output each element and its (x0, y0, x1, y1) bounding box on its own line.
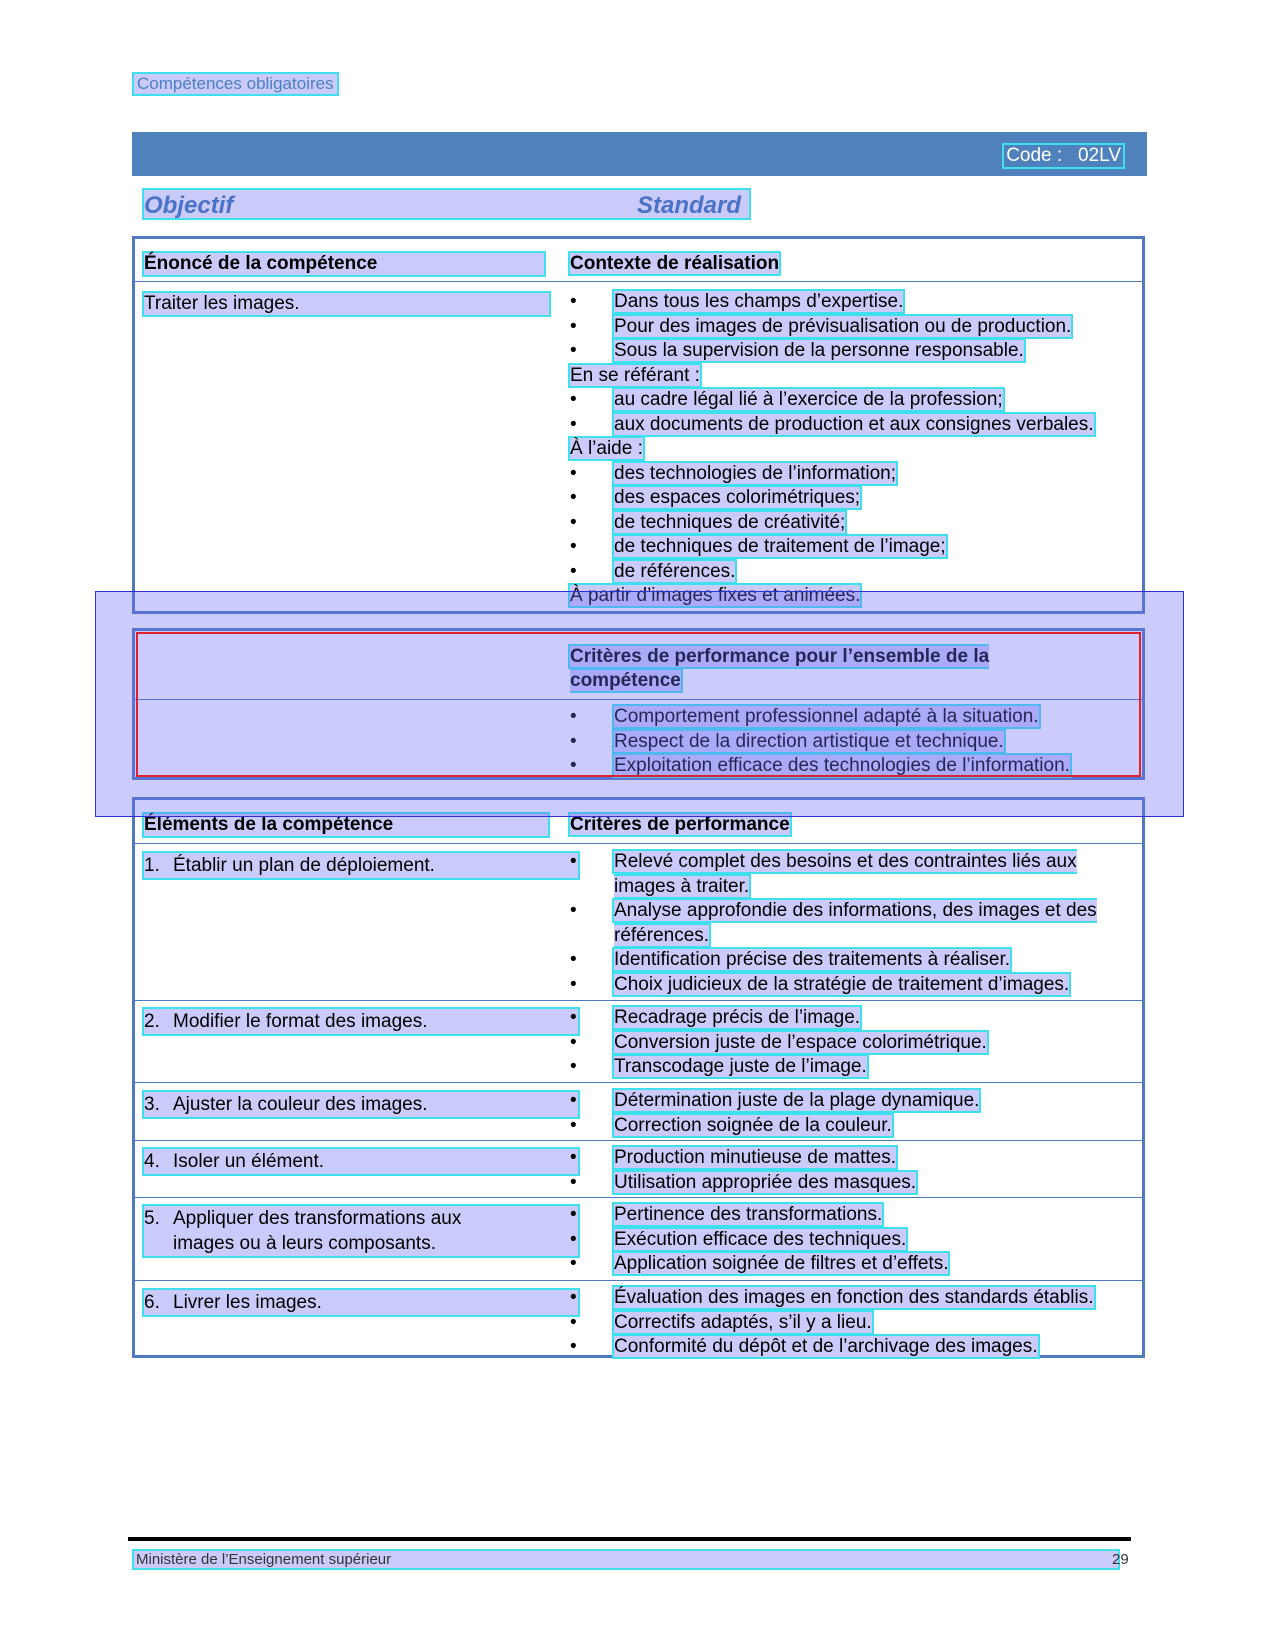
aid-intro-text: À l’aide : (570, 438, 643, 459)
list-item-text: Exécution efficace des techniques. (614, 1228, 907, 1250)
list-item (570, 973, 1142, 998)
overall-criteria-title: Critères de performance pour l’ensemble de la compétence (570, 646, 990, 691)
competency-statement: Traiter les images. (144, 293, 549, 315)
element-text: images ou à leurs composants. (173, 1233, 436, 1254)
list-item-text: Conversion juste de l’espace colorimétrique. (614, 1031, 987, 1053)
list-item-text: Application soignée de filtres et d’effets. (614, 1253, 949, 1274)
list-item (570, 339, 1142, 364)
footer-ministry: Ministère de l’Enseignement supérieur (134, 1551, 1118, 1568)
divider (135, 1280, 1142, 1281)
overall-criteria-list (570, 705, 1142, 779)
list-item (570, 388, 1142, 413)
list-item (570, 1089, 1142, 1114)
criteria-list-1 (570, 850, 1142, 997)
list-item (570, 560, 1142, 585)
element-number: 6. (144, 1292, 160, 1313)
standard-heading: Standard (637, 192, 742, 219)
element-text: Ajuster la couleur des images. (173, 1094, 428, 1115)
list-item (570, 413, 1142, 438)
list-item (570, 462, 1142, 487)
element-text: Établir un plan de déploiement. (173, 855, 435, 876)
element-text: Isoler un élément. (173, 1151, 325, 1172)
list-item (570, 705, 1142, 730)
divider (135, 1082, 1142, 1083)
list-item (570, 486, 1142, 511)
list-item (570, 730, 1142, 755)
list-item (570, 1252, 1142, 1277)
element-number: 3. (144, 1094, 160, 1115)
criteria-list-6 (570, 1286, 1142, 1360)
element-number: 4. (144, 1151, 160, 1172)
code-label (1004, 145, 1123, 167)
element-text: Livrer les images. (173, 1292, 322, 1313)
list-item (570, 1171, 1142, 1196)
list-item (570, 1335, 1142, 1360)
list-item (570, 948, 1142, 973)
list-item-text: Détermination juste de la plage dynamique. (614, 1090, 980, 1111)
code-value: 02LV (1078, 145, 1121, 166)
page-number: 29 (1112, 1551, 1129, 1568)
criteria-list-5 (570, 1203, 1142, 1277)
list-item-text: Identification précise des traitements à réaliser. (614, 949, 1011, 970)
element-row-4 (144, 1149, 578, 1174)
list-item-text: Relevé complet des besoins et des contraintes liés aux images à traiter. (614, 851, 1077, 897)
list-item-text: des espaces colorimétriques; (614, 487, 861, 508)
context-header (570, 253, 1142, 275)
list-item (570, 1286, 1142, 1311)
code-label-text: Code : (1006, 145, 1063, 166)
list-item-text: de techniques de créativité; (614, 511, 846, 533)
element-row-3 (144, 1092, 578, 1117)
element-number: 1. (144, 855, 160, 876)
list-item-text: des technologies de l’information; (614, 462, 897, 484)
divider (135, 281, 1142, 282)
list-item-text: Choix judicieux de la stratégie de traitement d’images. (614, 973, 1070, 995)
list-item-text: Analyse approfondie des informations, des images et des références. (614, 900, 1097, 946)
list-item-text: aux documents de production et aux consignes verbales. (614, 413, 1094, 435)
list-item-text: au cadre légal lié à l’exercice de la profession; (614, 389, 1003, 410)
element-row-6 (144, 1290, 578, 1315)
list-item-text: Correction soignée de la couleur. (614, 1114, 892, 1136)
reference-intro (570, 364, 1142, 389)
context-table (132, 236, 1145, 614)
list-item-text: Respect de la direction artistique et technique. (614, 730, 1004, 752)
divider (135, 843, 1142, 844)
element-text: Modifier le format des images. (173, 1011, 428, 1032)
criteria-header-text: Critères de performance (570, 814, 790, 835)
footer-rule (128, 1537, 1131, 1541)
divider (135, 1197, 1142, 1198)
list-item (570, 1311, 1142, 1336)
context-list (570, 290, 1142, 609)
list-item-text: de références. (614, 560, 736, 582)
element-row-1 (144, 853, 578, 878)
divider (135, 1140, 1142, 1141)
list-item (570, 315, 1142, 340)
list-item-text: Sous la supervision de la personne responsable. (614, 340, 1024, 361)
code-bar (132, 132, 1147, 176)
aid-intro (570, 437, 1142, 462)
running-title: Compétences obligatoires (134, 74, 337, 94)
list-item-text: Production minutieuse de mattes. (614, 1147, 896, 1168)
list-item (570, 1203, 1142, 1228)
overall-criteria-header (570, 645, 1030, 693)
elements-table (132, 797, 1145, 1358)
list-item (570, 1146, 1142, 1171)
list-item-text: Pertinence des transformations. (614, 1204, 883, 1225)
list-item (570, 535, 1142, 560)
element-number: 2. (144, 1011, 160, 1032)
element-number: 5. (144, 1208, 160, 1229)
list-item (570, 1228, 1142, 1253)
context-header-text: Contexte de réalisation (570, 253, 780, 274)
criteria-list-3 (570, 1089, 1142, 1138)
list-item (570, 511, 1142, 536)
list-item-text: Transcodage juste de l’image. (614, 1056, 867, 1077)
element-row-5 (144, 1206, 578, 1256)
list-item-text: Pour des images de prévisualisation ou de production. (614, 315, 1072, 337)
element-row-2 (144, 1009, 578, 1034)
divider (135, 699, 1142, 700)
list-item-text: Correctifs adaptés, s’il y a lieu. (614, 1311, 872, 1333)
list-item (570, 850, 1142, 899)
section-subheading (144, 190, 749, 218)
list-item (570, 899, 1142, 948)
overall-criteria-table (132, 628, 1145, 780)
from-line (570, 584, 1142, 609)
list-item (570, 290, 1142, 315)
list-item-text: Recadrage précis de l’image. (614, 1007, 861, 1028)
list-item-text: Exploitation efficace des technologies de l’information. (614, 755, 1070, 776)
divider (135, 1000, 1142, 1001)
list-item-text: Conformité du dépôt et de l’archivage des images. (614, 1336, 1038, 1357)
elements-header: Éléments de la compétence (144, 814, 548, 836)
competency-statement-header: Énoncé de la compétence (144, 253, 544, 275)
list-item-text: de techniques de traitement de l’image; (614, 536, 946, 557)
criteria-list-2 (570, 1006, 1142, 1080)
list-item-text: Comportement professionnel adapté à la situation. (614, 706, 1039, 727)
objectif-heading: Objectif (144, 192, 234, 219)
list-item (570, 1055, 1142, 1080)
from-line-text: À partir d’images fixes et animées. (570, 585, 861, 606)
element-text: Appliquer des transformations aux (173, 1208, 462, 1229)
list-item-text: Dans tous les champs d’expertise. (614, 291, 904, 312)
criteria-header (570, 814, 1142, 836)
reference-intro-text: En se référant : (570, 364, 700, 386)
list-item-text: Utilisation appropriée des masques. (614, 1171, 917, 1193)
list-item (570, 1006, 1142, 1031)
list-item-text: Évaluation des images en fonction des standards établis. (614, 1287, 1094, 1308)
criteria-list-4 (570, 1146, 1142, 1195)
list-item (570, 1031, 1142, 1056)
list-item (570, 1114, 1142, 1139)
list-item (570, 754, 1142, 779)
